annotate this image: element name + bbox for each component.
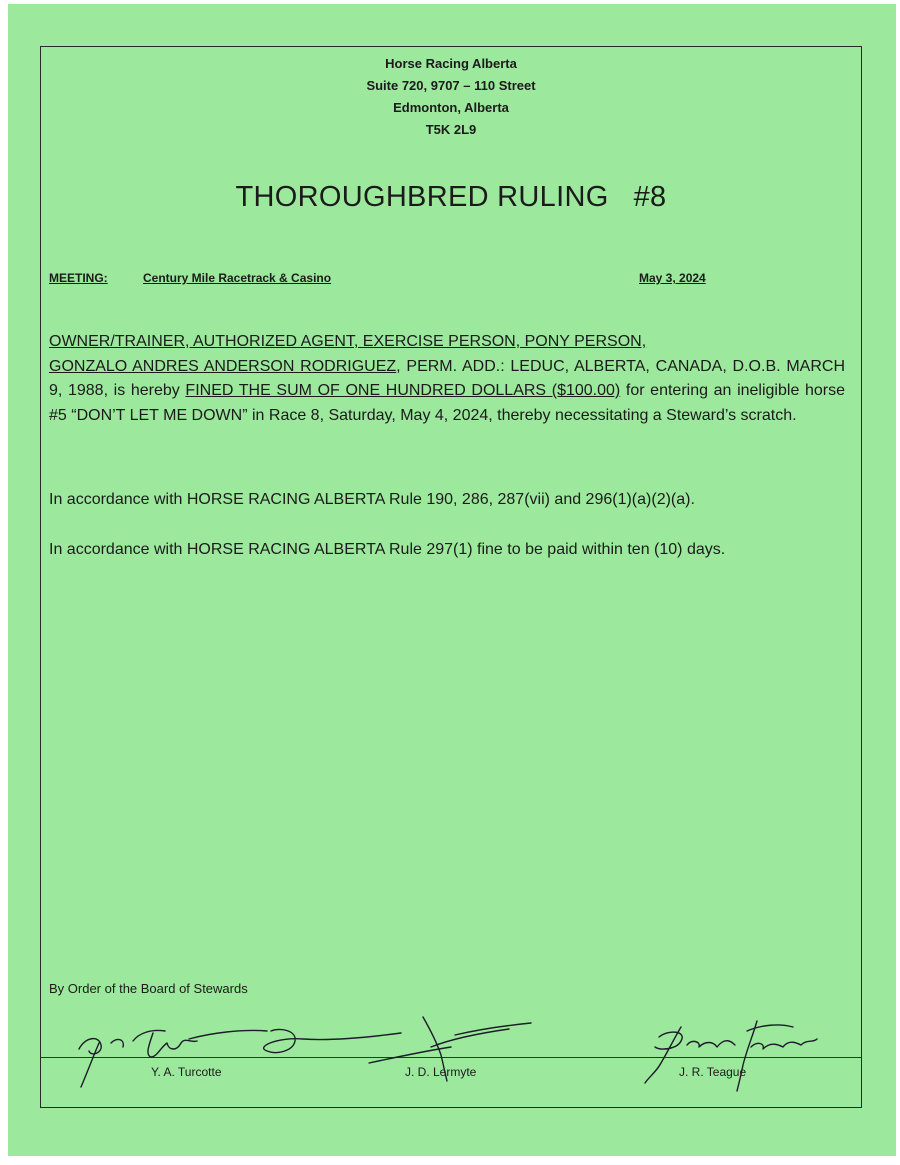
rule-citation: In accordance with HORSE RACING ALBERTA Rule 190, 286, 287(vii) and 296(1)(a)(2)(a). [49, 491, 695, 508]
signature-teague [645, 1021, 817, 1091]
steward-name-teague: J. R. Teague [679, 1065, 747, 1079]
meeting-venue: Century Mile Racetrack & Casino [143, 271, 332, 285]
signature-line [41, 1057, 861, 1058]
signature-turcotte [79, 1029, 401, 1087]
ruling-title-text: THOROUGHBRED RULING #8 [235, 181, 667, 213]
fine-payment-rule: In accordance with HORSE RACING ALBERTA Rule 297(1) fine to be paid within ten (10) days. [49, 541, 726, 558]
order-statement: By Order of the Board of Stewards [49, 981, 248, 996]
license-list: OWNER/TRAINER, AUTHORIZED AGENT, EXERCISE PERSON, PONY PERSON, [49, 333, 647, 350]
meeting-label: MEETING: [49, 271, 108, 285]
steward-name-lermyte: J. D. Lermyte [405, 1065, 477, 1079]
ruling-title [41, 181, 861, 214]
penalty-text: FINED THE SUM OF ONE HUNDRED DOLLARS ($100.00) [185, 382, 621, 399]
steward-name-turcotte: Y. A. Turcotte [151, 1065, 222, 1079]
person-name: GONZALO ANDRES ANDERSON RODRIGUEZ [49, 357, 397, 375]
org-address-street: Suite 720, 9707 – 110 Street [366, 78, 536, 93]
ruling-document [8, 4, 896, 1156]
org-address-city: Edmonton, Alberta [393, 100, 509, 115]
meeting-date: May 3, 2024 [639, 271, 706, 285]
document-border [40, 46, 862, 1108]
org-postal-code: T5K 2L9 [425, 122, 477, 137]
ruling-paragraph [49, 330, 845, 428]
org-name: Horse Racing Alberta [385, 56, 517, 71]
ruling-reason: for entering an ineligible horse #5 “DON’T LET ME DOWN” in Race 8, Saturday, May 4, 2024, thereby necessitating a Steward’s scratch. [49, 382, 846, 424]
person-details: , PERM. ADD.: LEDUC, ALBERTA, CANADA, D.O.B. MARCH 9, 1988, is hereby [49, 357, 846, 399]
